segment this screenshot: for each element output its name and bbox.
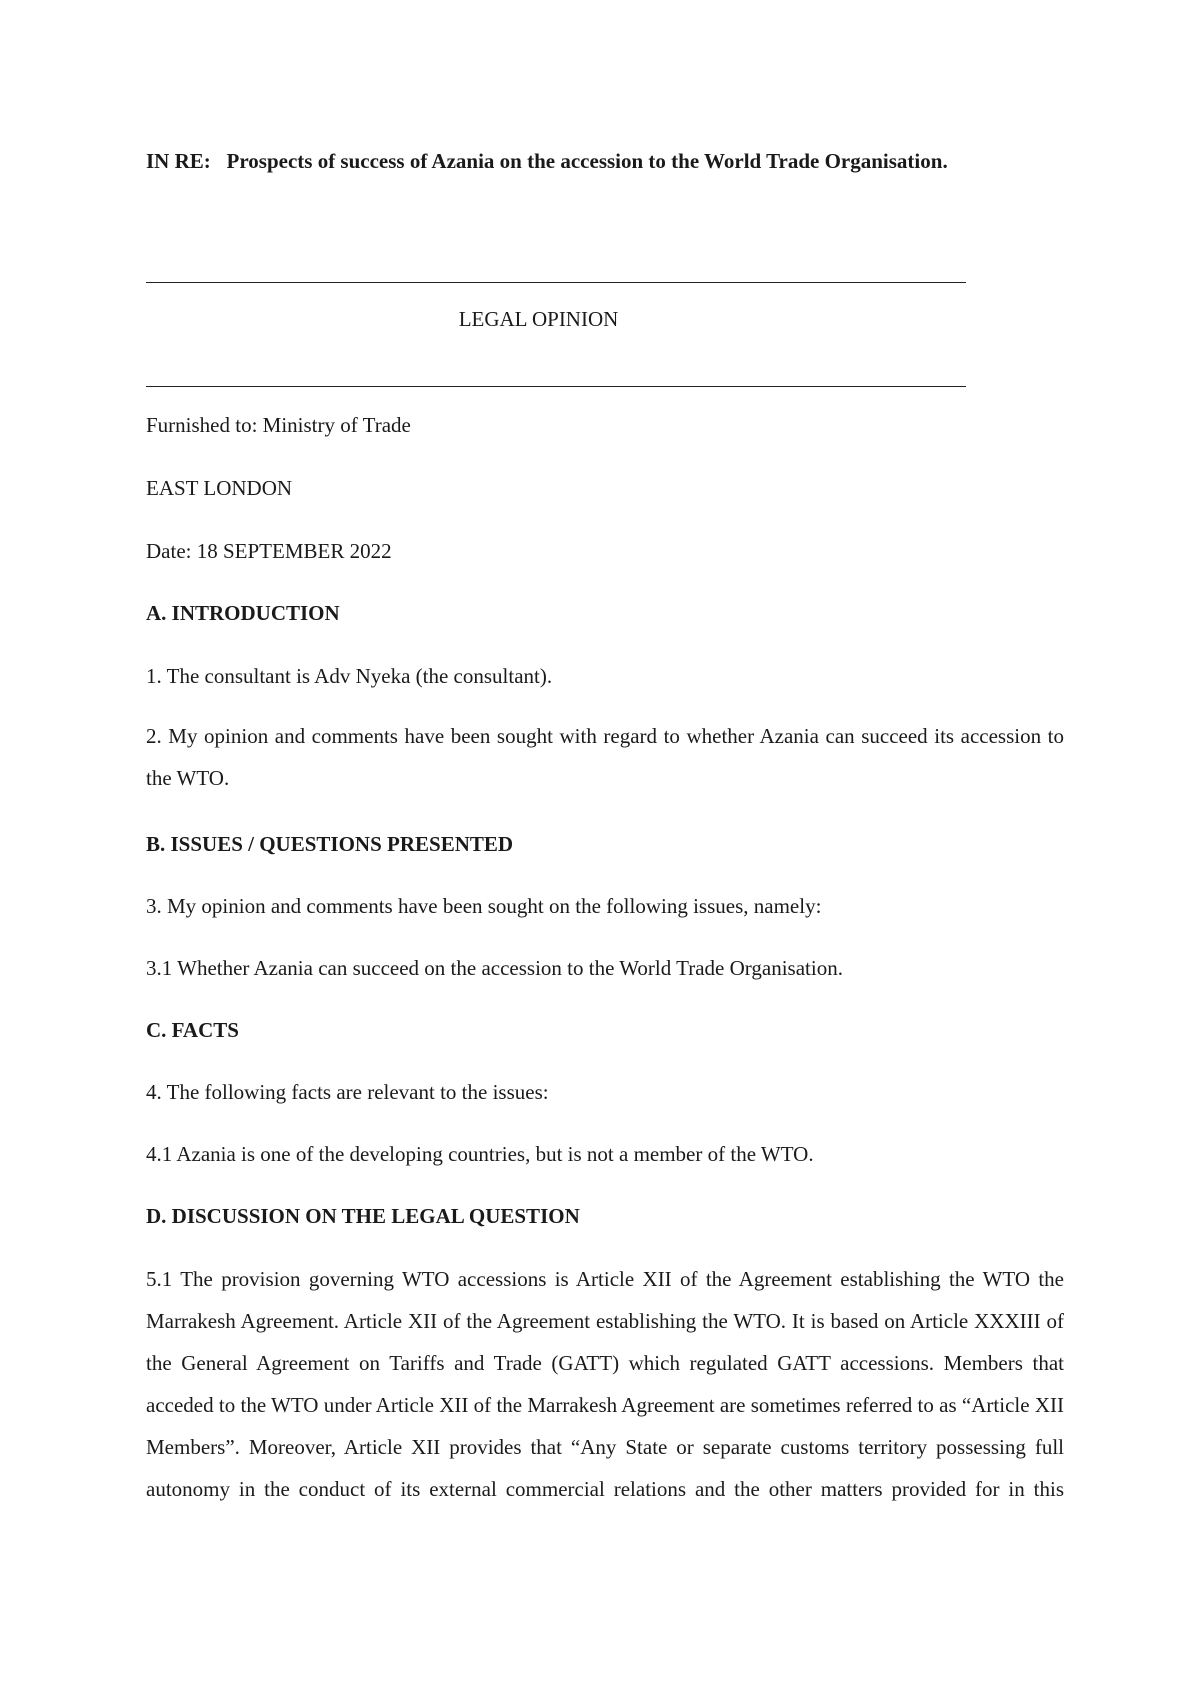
date-line: Date: 18 SEPTEMBER 2022 bbox=[146, 539, 392, 563]
section-c-heading: C. FACTS bbox=[146, 1018, 239, 1042]
paragraph-3: 3. My opinion and comments have been sought on the following issues, namely: bbox=[146, 894, 822, 918]
paragraph-3-1: 3.1 Whether Azania can succeed on the accession to the World Trade Organisation. bbox=[146, 956, 843, 980]
section-d-heading: D. DISCUSSION ON THE LEGAL QUESTION bbox=[146, 1204, 580, 1228]
paragraph-2: 2. My opinion and comments have been sought with regard to whether Azania can succeed its accession to the WTO. bbox=[146, 724, 1064, 790]
paragraph-1: 1. The consultant is Adv Nyeka (the consultant). bbox=[146, 664, 553, 688]
section-b-heading: B. ISSUES / QUESTIONS PRESENTED bbox=[146, 832, 514, 856]
re-text: Prospects of success of Azania on the accession to the World Trade Organisation. bbox=[226, 149, 948, 173]
section-a-heading: A. INTRODUCTION bbox=[146, 601, 340, 625]
paragraph-4: 4. The following facts are relevant to the issues: bbox=[146, 1080, 549, 1104]
re-label: IN RE: bbox=[146, 149, 211, 173]
document-title: LEGAL OPINION bbox=[458, 307, 619, 331]
paragraph-4-1: 4.1 Azania is one of the developing countries, but is not a member of the WTO. bbox=[146, 1142, 814, 1166]
paragraph-5-1: 5.1 The provision governing WTO accessions is Article XII of the Agreement establishing the WTO the Marrakesh Agreement. Article XII of the Agreement establishing the WTO. It is based on Article XXXIII of the General Agreement on Tariffs and Trade (GATT) which regulated GATT accessions. Members that acceded to the WTO under Article XII of the Marrakesh Agreement are sometimes referred to as “Article XII Members”. Moreover, Article XII provides that “Any State or separate customs territory possessing full autonomy in the conduct of its external commercial relations and the other matters provided for in this bbox=[146, 1267, 1064, 1501]
top-rule bbox=[146, 282, 966, 283]
location: EAST LONDON bbox=[146, 476, 293, 500]
re-heading bbox=[146, 140, 1064, 182]
furnished-to: Furnished to: Ministry of Trade bbox=[146, 413, 411, 437]
bottom-rule bbox=[146, 386, 966, 387]
